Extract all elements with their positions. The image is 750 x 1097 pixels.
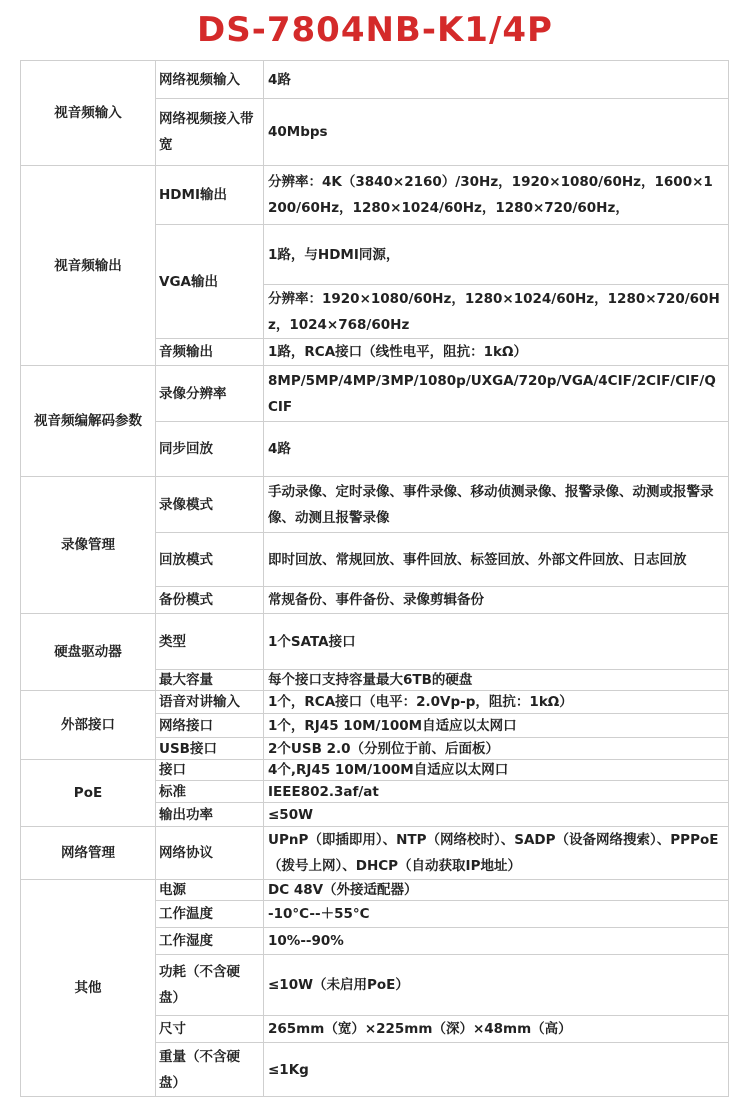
attribute-value: 每个接口支持容量最大6TB的硬盘	[264, 670, 729, 691]
attribute-value: 4路	[264, 61, 729, 99]
attribute-label: 功耗（不含硬盘）	[156, 955, 264, 1016]
attribute-label: 最大容量	[156, 670, 264, 691]
table-row	[21, 166, 729, 225]
category-cell: 网络管理	[21, 827, 156, 880]
attribute-label: 标准	[156, 781, 264, 803]
attribute-value: 即时回放、常规回放、事件回放、标签回放、外部文件回放、日志回放	[264, 533, 729, 587]
attribute-label: 接口	[156, 760, 264, 781]
attribute-label: 尺寸	[156, 1016, 264, 1043]
attribute-label: VGA输出	[156, 225, 264, 339]
table-row	[21, 880, 729, 901]
attribute-value: 1个，RCA接口（电平：2.0Vp-p，阻抗：1kΩ）	[264, 691, 729, 714]
category-cell: 硬盘驱动器	[21, 614, 156, 691]
attribute-label: 输出功率	[156, 803, 264, 827]
table-row	[21, 691, 729, 714]
attribute-value: -10°C--＋55°C	[264, 901, 729, 928]
attribute-value: 手动录像、定时录像、事件录像、移动侦测录像、报警录像、动测或报警录像、动测且报警录像	[264, 477, 729, 533]
attribute-label: 音频输出	[156, 339, 264, 366]
attribute-label: 同步回放	[156, 422, 264, 477]
attribute-value: 40Mbps	[264, 99, 729, 166]
attribute-value: 4个,RJ45 10M/100M自适应以太网口	[264, 760, 729, 781]
attribute-value: ≤50W	[264, 803, 729, 827]
attribute-label: 网络接口	[156, 714, 264, 738]
attribute-label: 工作温度	[156, 901, 264, 928]
attribute-value: 1路，RCA接口（线性电平，阻抗：1kΩ）	[264, 339, 729, 366]
attribute-label: HDMI输出	[156, 166, 264, 225]
attribute-value: 10%--90%	[264, 928, 729, 955]
attribute-value: UPnP（即插即用）、NTP（网络校时）、SADP（设备网络搜索）、PPPoE（拨号上网）、DHCP（自动获取IP地址）	[264, 827, 729, 880]
category-cell: 视音频编解码参数	[21, 366, 156, 477]
attribute-value: DC 48V（外接适配器）	[264, 880, 729, 901]
attribute-label: 网络协议	[156, 827, 264, 880]
category-cell: PoE	[21, 760, 156, 827]
attribute-value: 常规备份、事件备份、录像剪辑备份	[264, 587, 729, 614]
table-row	[21, 366, 729, 422]
attribute-label: 录像模式	[156, 477, 264, 533]
attribute-value: 1个SATA接口	[264, 614, 729, 670]
attribute-label: 回放模式	[156, 533, 264, 587]
table-row	[21, 61, 729, 99]
attribute-label: 录像分辨率	[156, 366, 264, 422]
attribute-label: USB接口	[156, 738, 264, 760]
attribute-value: IEEE802.3af/at	[264, 781, 729, 803]
attribute-label: 电源	[156, 880, 264, 901]
table-row	[21, 760, 729, 781]
attribute-value: 8MP/5MP/4MP/3MP/1080p/UXGA/720p/VGA/4CIF/2CIF/CIF/QCIF	[264, 366, 729, 422]
table-row	[21, 614, 729, 670]
attribute-label: 备份模式	[156, 587, 264, 614]
category-cell: 其他	[21, 880, 156, 1097]
category-cell: 外部接口	[21, 691, 156, 760]
spec-table	[20, 60, 729, 1097]
attribute-value: 265mm（宽）×225mm（深）×48mm（高）	[264, 1016, 729, 1043]
category-cell: 视音频输入	[21, 61, 156, 166]
attribute-label: 网络视频输入	[156, 61, 264, 99]
table-row	[21, 477, 729, 533]
attribute-label: 类型	[156, 614, 264, 670]
attribute-label: 工作湿度	[156, 928, 264, 955]
attribute-value: 1路，与HDMI同源，	[264, 225, 729, 285]
attribute-value: 4路	[264, 422, 729, 477]
product-title: DS-7804NB-K1/4P	[197, 10, 553, 50]
category-cell: 视音频输出	[21, 166, 156, 366]
attribute-label: 语音对讲输入	[156, 691, 264, 714]
attribute-value: ≤1Kg	[264, 1043, 729, 1097]
attribute-value: 分辨率：4K（3840×2160）/30Hz，1920×1080/60Hz，1600×1200/60Hz，1280×1024/60Hz，1280×720/60Hz，	[264, 166, 729, 225]
attribute-label: 网络视频接入带宽	[156, 99, 264, 166]
attribute-value: ≤10W（未启用PoE）	[264, 955, 729, 1016]
table-row	[21, 827, 729, 880]
category-cell: 录像管理	[21, 477, 156, 614]
attribute-value: 1个，RJ45 10M/100M自适应以太网口	[264, 714, 729, 738]
attribute-label: 重量（不含硬盘）	[156, 1043, 264, 1097]
attribute-value: 分辨率：1920×1080/60Hz，1280×1024/60Hz，1280×720/60Hz，1024×768/60Hz	[264, 285, 729, 339]
attribute-value: 2个USB 2.0（分别位于前、后面板）	[264, 738, 729, 760]
